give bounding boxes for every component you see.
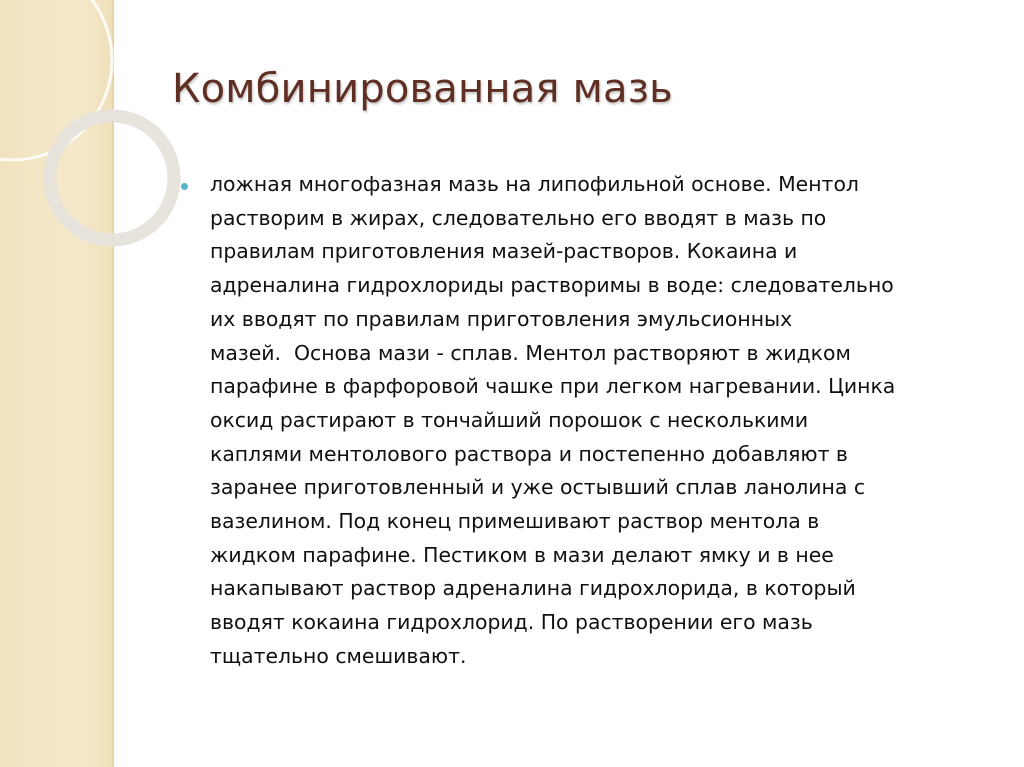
decorative-ring-large [0, 0, 112, 160]
text-line: оксид растирают в тончайший порошок с несколькими [210, 407, 809, 432]
text-line: тщательно смешивают. [210, 643, 467, 668]
text-line: вазелином. Под конец примешивают раствор ментола в [210, 509, 820, 534]
text-line: жидком парафине. Пестиком в мази делают ямку и в нее [210, 542, 834, 567]
bullet-marker [181, 183, 188, 190]
text-line: ложная многофазная мазь на липофильной основе. Ментол [210, 172, 859, 196]
bullet-text [210, 168, 1010, 674]
text-line: вводят кокаина гидрохлорид. По растворении его мазь [210, 610, 813, 635]
text-line: мазей. Основа мази - сплав. Ментол растворяют в жидком [210, 340, 851, 365]
text-line: накапывают раствор адреналина гидрохлорида, в который [210, 576, 856, 601]
text-line: адреналина гидрохлориды растворимы в воде: следовательно [210, 273, 894, 298]
decorative-rings [0, 0, 200, 320]
text-line: растворим в жирах, следовательно его вводят в мазь по [210, 205, 827, 230]
slide-title: Комбинированная мазь [172, 66, 673, 112]
text-line: парафине в фарфоровой чашке при легком нагревании. Цинка [210, 374, 896, 399]
text-line: заранее приготовленный и уже остывший сплав ланолина с [210, 475, 866, 500]
text-line: правилам приготовления мазей-растворов. Кокаина и [210, 239, 798, 264]
text-line: их вводят по правилам приготовления эмульсионных [210, 306, 793, 331]
text-line: каплями ментолового раствора и постепенно добавляют в [210, 441, 848, 466]
decorative-ring-small [50, 116, 174, 240]
